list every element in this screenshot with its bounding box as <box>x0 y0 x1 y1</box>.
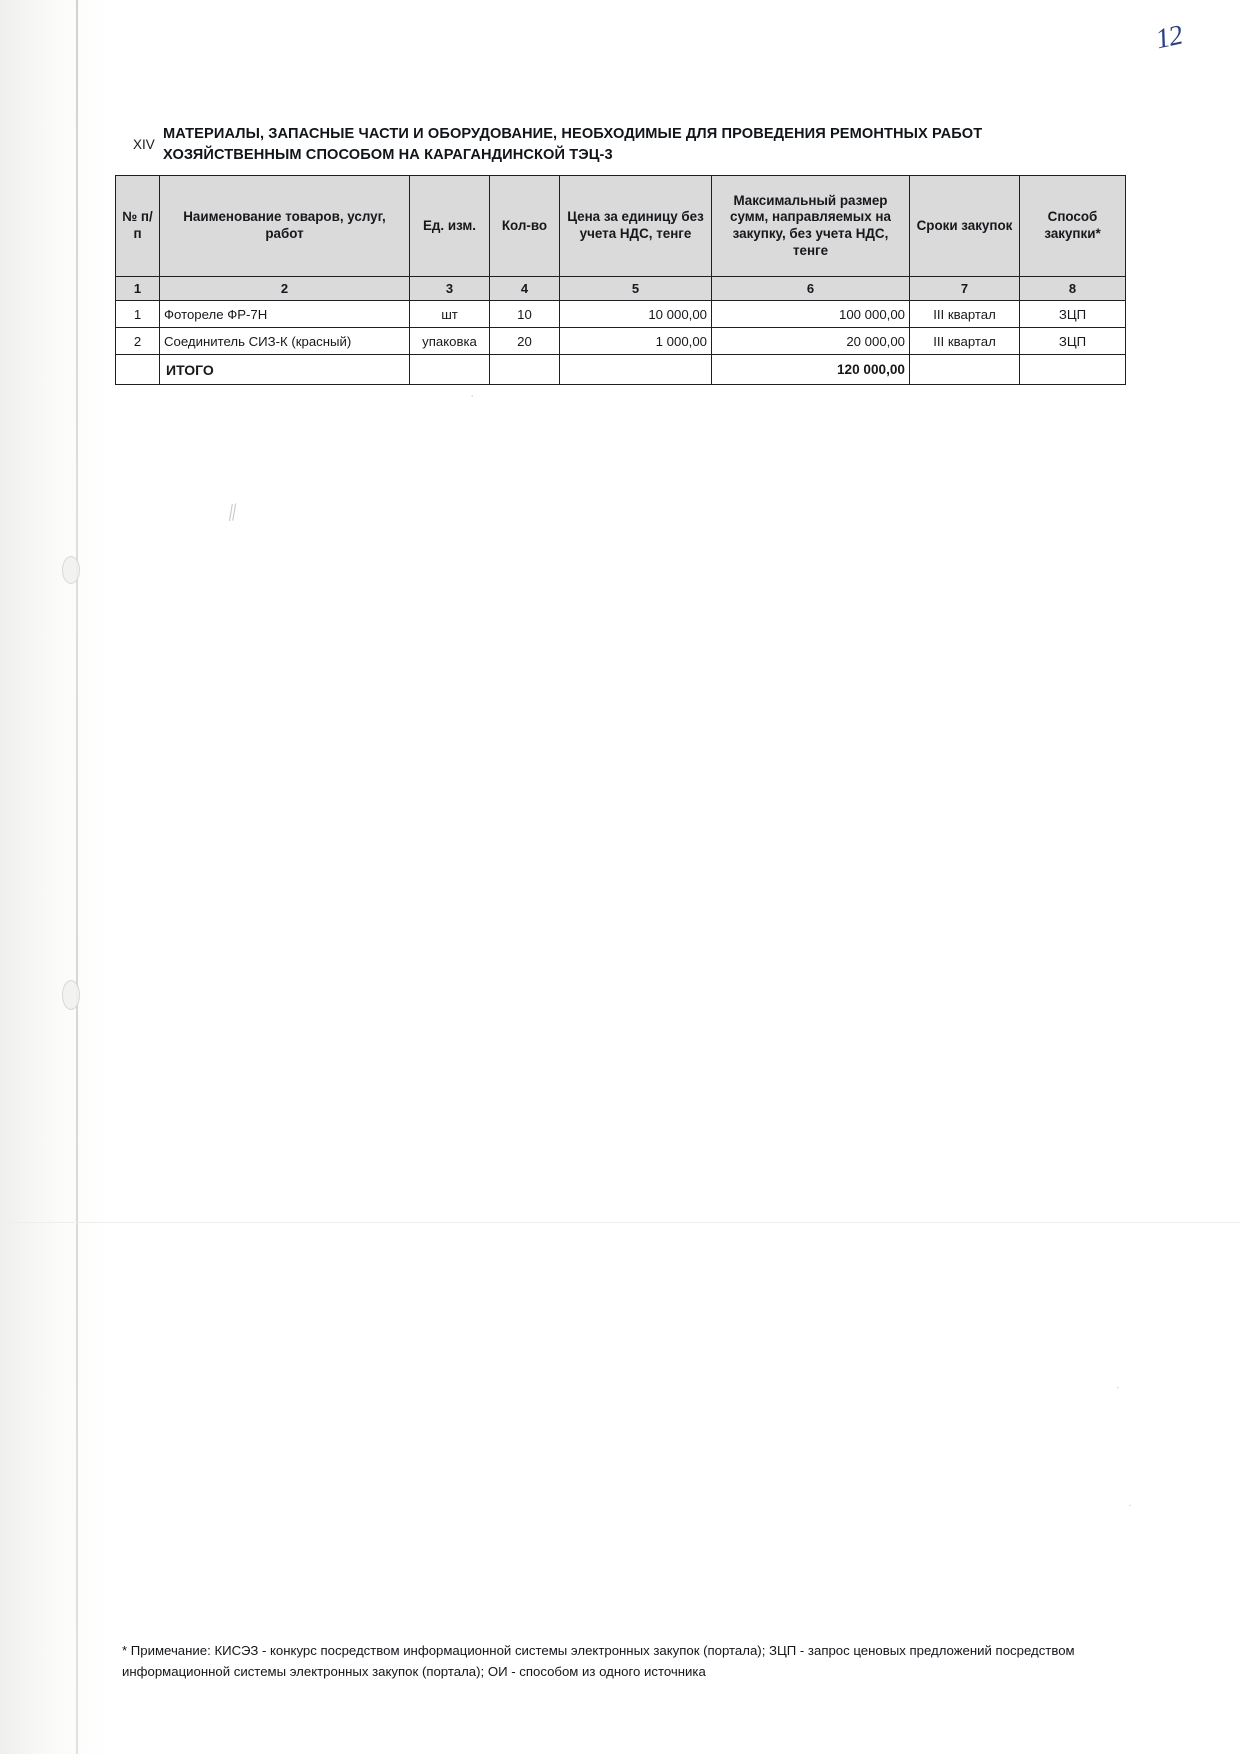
cell-qty: 10 <box>490 301 560 328</box>
col-number-8: 8 <box>1020 277 1126 301</box>
section-numeral: XIV <box>133 137 155 152</box>
cell-price: 1 000,00 <box>560 328 712 355</box>
col-number-1: 1 <box>116 277 160 301</box>
cell-qty <box>490 355 560 385</box>
scan-artifact-mark: · <box>470 388 475 403</box>
cell-price <box>560 355 712 385</box>
cell-no <box>116 355 160 385</box>
footnote-text: * Примечание: КИСЭЗ - конкурс посредством информационной системы электронных закупок (портала); ЗЦП - запрос ценовых предложений посредством информационной системы электронных закупок (портала); ОИ - способом из одного источника <box>122 1643 1075 1680</box>
table-row <box>116 301 1126 328</box>
col-header-method: Способ закупки* <box>1020 176 1126 277</box>
page-fold-shadow <box>76 0 78 1754</box>
col-number-3: 3 <box>410 277 490 301</box>
table-header-row <box>116 176 1126 277</box>
hole-punch-mark <box>62 556 80 584</box>
col-header-price: Цена за единицу без учета НДС, тенге <box>560 176 712 277</box>
cell-name: Соединитель СИЗ-К (красный) <box>160 328 410 355</box>
cell-term: III квартал <box>910 328 1020 355</box>
col-header-max-sum: Максимальный размер сумм, направляемых на закупку, без учета НДС, тенге <box>712 176 910 277</box>
cell-no: 2 <box>116 328 160 355</box>
section-title: МАТЕРИАЛЫ, ЗАПАСНЫЕ ЧАСТИ И ОБОРУДОВАНИЕ, НЕОБХОДИМЫЕ ДЛЯ ПРОВЕДЕНИЯ РЕМОНТНЫХ РАБОТ ХОЗЯЙСТВЕННЫМ СПОСОБОМ НА КАРАГАНДИНСКОЙ ТЭЦ-3 <box>163 126 983 164</box>
handwritten-page-number: 12 <box>1152 19 1185 56</box>
cell-unit <box>410 355 490 385</box>
col-header-qty: Кол-во <box>490 176 560 277</box>
col-header-no: № п/п <box>116 176 160 277</box>
col-number-4: 4 <box>490 277 560 301</box>
cell-term: III квартал <box>910 301 1020 328</box>
procurement-table <box>115 175 1126 385</box>
col-header-name: Наименование товаров, услуг, работ <box>160 176 410 277</box>
scan-artifact-mark: · <box>1128 1500 1132 1512</box>
col-number-5: 5 <box>560 277 712 301</box>
table-row <box>116 328 1126 355</box>
cell-unit: упаковка <box>410 328 490 355</box>
cell-max-sum: 20 000,00 <box>712 328 910 355</box>
col-number-2: 2 <box>160 277 410 301</box>
cell-method <box>1020 355 1126 385</box>
scan-artifact-mark: · <box>1115 1380 1120 1395</box>
table-total-row <box>116 355 1126 385</box>
cell-unit: шт <box>410 301 490 328</box>
cell-qty: 20 <box>490 328 560 355</box>
cell-name: Фотореле ФР-7Н <box>160 301 410 328</box>
scan-artifact-line <box>0 1222 1240 1223</box>
col-header-term: Сроки закупок <box>910 176 1020 277</box>
cell-method: ЗЦП <box>1020 301 1126 328</box>
hole-punch-mark <box>62 980 80 1010</box>
col-header-unit: Ед. изм. <box>410 176 490 277</box>
scan-artifact-mark: ⫽ <box>226 499 240 526</box>
column-number-row <box>116 277 1126 301</box>
section-heading <box>133 124 1133 166</box>
cell-method: ЗЦП <box>1020 328 1126 355</box>
cell-term <box>910 355 1020 385</box>
cell-price: 10 000,00 <box>560 301 712 328</box>
cell-max-sum: 100 000,00 <box>712 301 910 328</box>
cell-total-label: ИТОГО <box>160 355 410 385</box>
col-number-7: 7 <box>910 277 1020 301</box>
col-number-6: 6 <box>712 277 910 301</box>
cell-total-max-sum: 120 000,00 <box>712 355 910 385</box>
cell-no: 1 <box>116 301 160 328</box>
